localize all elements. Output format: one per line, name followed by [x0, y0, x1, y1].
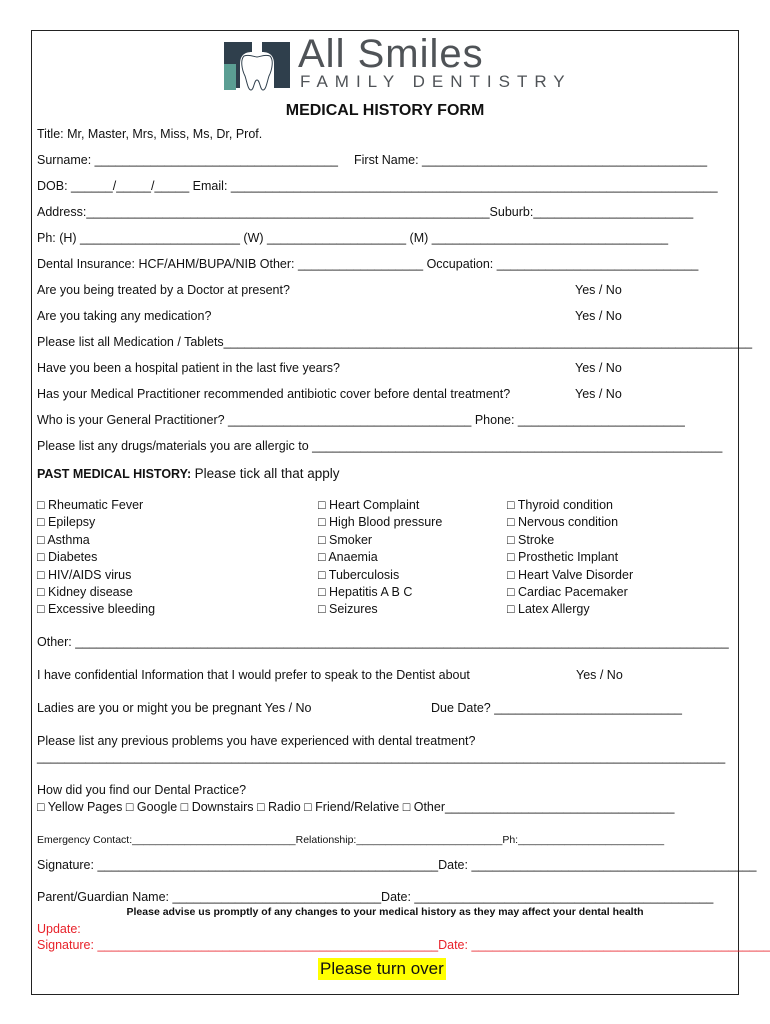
condition-checkbox[interactable]: □ Asthma	[37, 532, 90, 547]
condition-checkbox[interactable]: □ Hepatitis A B C	[318, 585, 413, 600]
condition-checkbox[interactable]: □ Cardiac Pacemaker	[507, 585, 628, 600]
answer-hospital[interactable]: Yes / No	[575, 361, 622, 375]
logo-wordmark: All Smiles	[298, 32, 484, 76]
condition-checkbox[interactable]: □ Heart Valve Disorder	[507, 567, 634, 582]
address-field[interactable]: Address:__________________________________________________________Suburb:_______________________	[37, 205, 694, 219]
condition-checkbox[interactable]: □ Latex Allergy	[507, 602, 590, 617]
answer-doctor[interactable]: Yes / No	[575, 283, 622, 297]
conditions-column-3	[507, 497, 633, 619]
answer-medication[interactable]: Yes / No	[575, 309, 622, 323]
surname-field[interactable]: Surname: ___________________________________	[37, 153, 338, 167]
phone-field[interactable]: Ph: (H) _______________________ (W) ____________________ (M) __________________________________	[37, 231, 669, 245]
tooth-logo-icon	[222, 38, 292, 92]
first-name-field[interactable]: First Name: _________________________________________	[354, 153, 708, 167]
condition-checkbox[interactable]: □ Excessive bleeding	[37, 602, 156, 617]
past-history-heading	[37, 466, 340, 482]
conditions-column-2	[318, 497, 442, 619]
dob-email-field[interactable]: DOB: ______/_____/_____ Email: ______________________________________________________________________	[37, 179, 718, 193]
update-notice: Please advise us promptly of any changes to your medical history as they may affect your dental health	[126, 906, 644, 918]
past-history-label: PAST MEDICAL HISTORY:	[37, 467, 192, 481]
due-date-field[interactable]: Due Date? ___________________________	[431, 701, 682, 715]
gp-field[interactable]: Who is your General Practitioner? ___________________________________ Phone: ________________________	[37, 413, 685, 427]
condition-checkbox[interactable]: □ Tuberculosis	[318, 567, 400, 582]
condition-checkbox[interactable]: □ Smoker	[318, 532, 373, 547]
condition-checkbox[interactable]: □ Stroke	[507, 532, 555, 547]
condition-checkbox[interactable]: □ Prosthetic Implant	[507, 550, 619, 565]
allergy-field[interactable]: Please list any drugs/materials you are allergic to ___________________________________________________________	[37, 439, 723, 453]
answer-antibiotic[interactable]: Yes / No	[575, 387, 622, 401]
other-field[interactable]: Other: ______________________________________________________________________________________________	[37, 635, 729, 649]
condition-checkbox[interactable]: □ HIV/AIDS virus	[37, 567, 132, 582]
condition-checkbox[interactable]: □ Diabetes	[37, 550, 98, 565]
question-confidential: I have confidential Information that I would prefer to speak to the Dentist about	[37, 668, 470, 682]
condition-checkbox[interactable]: □ Kidney disease	[37, 585, 133, 600]
turn-over-note: Please turn over	[320, 959, 444, 978]
logo-tagline: FAMILY DENTISTRY	[300, 72, 572, 91]
medication-list-field[interactable]: Please list all Medication / Tablets____________________________________________________________________________	[37, 335, 753, 349]
question-hospital: Have you been a hospital patient in the last five years?	[37, 361, 340, 375]
condition-checkbox[interactable]: □ Nervous condition	[507, 515, 619, 530]
title-options: Title: Mr, Master, Mrs, Miss, Ms, Dr, Prof.	[37, 127, 263, 141]
condition-checkbox[interactable]: □ Rheumatic Fever	[37, 498, 144, 512]
insurance-field[interactable]: Dental Insurance: HCF/AHM/BUPA/NIB Other: __________________ Occupation: _____________________________	[37, 257, 699, 271]
condition-checkbox[interactable]: □ Heart Complaint	[318, 498, 420, 512]
condition-checkbox[interactable]: □ Seizures	[318, 602, 378, 617]
previous-problems-line[interactable]: ___________________________________________________________________________________________________	[37, 750, 726, 764]
question-antibiotic: Has your Medical Practitioner recommended antibiotic cover before dental treatment?	[37, 387, 511, 401]
condition-checkbox[interactable]: □ Anaemia	[318, 550, 378, 565]
question-previous-problems: Please list any previous problems you have experienced with dental treatment?	[37, 734, 476, 748]
conditions-column-1	[37, 497, 155, 619]
question-pregnant[interactable]: Ladies are you or might you be pregnant Yes / No	[37, 701, 312, 715]
past-history-instruction: Please tick all that apply	[194, 466, 340, 481]
condition-checkbox[interactable]: □ Epilepsy	[37, 515, 96, 530]
form-title: MEDICAL HISTORY FORM	[285, 102, 485, 119]
condition-checkbox[interactable]: □ High Blood pressure	[318, 515, 443, 530]
guardian-field[interactable]: Parent/Guardian Name: ______________________________Date: ___________________________________________	[37, 890, 714, 904]
update-signature-field[interactable]: Signature: _________________________________________________Date: ___________________________________________	[37, 938, 770, 952]
question-doctor: Are you being treated by a Doctor at present?	[37, 283, 290, 297]
question-medication: Are you taking any medication?	[37, 309, 212, 323]
emergency-contact-field[interactable]: Emergency Contact:____________________________Relationship:_________________________Ph:_________________________	[37, 834, 665, 846]
update-label: Update:	[37, 922, 81, 936]
found-practice-options[interactable]: □ Yellow Pages □ Google □ Downstairs □ Radio □ Friend/Relative □ Other_________________________________	[37, 800, 675, 814]
signature-field[interactable]: Signature: _________________________________________________Date: _________________________________________	[37, 858, 757, 872]
clinic-logo	[222, 32, 572, 94]
question-found-practice: How did you find our Dental Practice?	[37, 783, 247, 797]
answer-confidential[interactable]: Yes / No	[576, 668, 623, 682]
condition-checkbox[interactable]: □ Thyroid condition	[507, 498, 613, 512]
